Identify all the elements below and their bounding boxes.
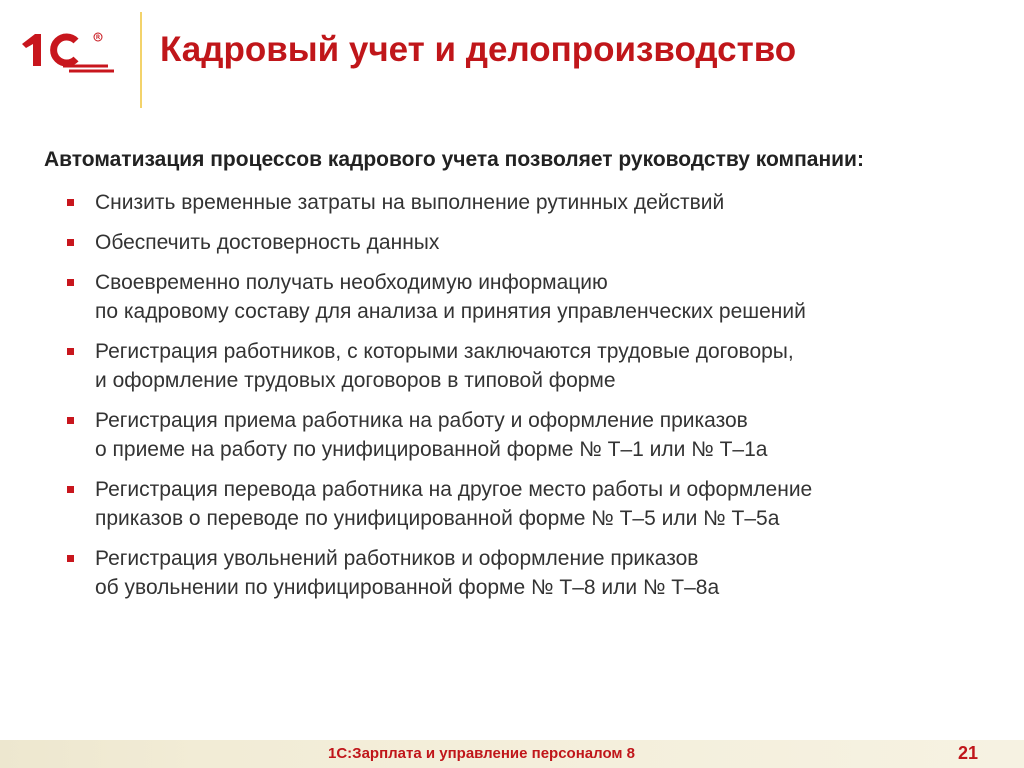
- bullet-list: [44, 188, 1004, 602]
- bullet-line: Регистрация перевода работника на другое место работы и оформление: [95, 478, 813, 501]
- square-bullet-icon: [67, 417, 74, 424]
- list-item: [44, 406, 1004, 464]
- list-item: [44, 337, 1004, 395]
- bullet-line: Регистрация увольнений работников и оформление приказов: [95, 547, 699, 570]
- bullet-line: Регистрация работников, с которыми заключаются трудовые договоры,: [95, 340, 794, 363]
- square-bullet-icon: [67, 486, 74, 493]
- slide-content: [44, 146, 1004, 613]
- 1c-logo: [18, 28, 116, 76]
- bullet-line: приказов о переводе по унифицированной форме № Т–5 или № Т–5а: [95, 507, 780, 530]
- bullet-line: Обеспечить достоверность данных: [95, 231, 440, 254]
- bullet-line: об увольнении по унифицированной форме № Т–8 или № Т–8а: [95, 576, 720, 599]
- square-bullet-icon: [67, 279, 74, 286]
- intro-text: Автоматизация процессов кадрового учета позволяет руководству компании:: [44, 148, 864, 171]
- square-bullet-icon: [67, 239, 74, 246]
- header-divider: [140, 12, 142, 108]
- slide-title: Кадровый учет и делопроизводство: [160, 30, 797, 69]
- bullet-line: Своевременно получать необходимую информацию: [95, 271, 608, 294]
- bullet-line: по кадровому составу для анализа и принятия управленческих решений: [95, 300, 806, 323]
- list-item: [44, 188, 1004, 217]
- square-bullet-icon: [67, 348, 74, 355]
- bullet-line: и оформление трудовых договоров в типовой форме: [95, 369, 616, 392]
- 1c-logo-icon: [18, 28, 116, 76]
- square-bullet-icon: [67, 199, 74, 206]
- list-item: [44, 475, 1004, 533]
- list-item: [44, 228, 1004, 257]
- bullet-line: о приеме на работу по унифицированной форме № Т–1 или № Т–1а: [95, 438, 768, 461]
- list-item: [44, 544, 1004, 602]
- footer-product-name: 1С:Зарплата и управление персоналом 8: [328, 745, 636, 762]
- slide-footer: [0, 740, 1024, 768]
- list-item: [44, 268, 1004, 326]
- square-bullet-icon: [67, 555, 74, 562]
- page-number: 21: [958, 743, 979, 763]
- bullet-line: Регистрация приема работника на работу и оформление приказов: [95, 409, 748, 432]
- bullet-line: Снизить временные затраты на выполнение рутинных действий: [95, 191, 725, 214]
